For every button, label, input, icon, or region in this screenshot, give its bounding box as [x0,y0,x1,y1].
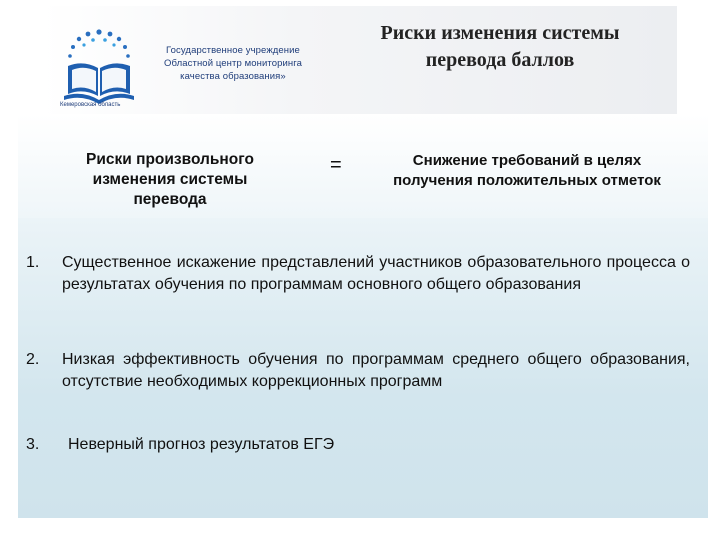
consequence-heading-line: получения положительных отметок [393,172,661,189]
consequence-heading-line: Снижение требований в целях [412,152,642,169]
consequence-heading [354,151,700,191]
org-name-line: Государственное учреждение [166,45,300,56]
risk-heading-line: Риски произвольного [86,151,254,168]
risk-heading-line: перевода [133,191,207,208]
book-logo-icon [58,22,140,108]
comparison-row [18,114,708,218]
list-item-text: Низкая эффективность обучения по программам среднего общего образования, отсутствие необходимых коррекционных программ [62,351,690,390]
region-label: Кемеровская область [60,102,121,108]
equals-sign: = [330,154,342,176]
organization-name [148,44,318,83]
slide-title-line: перевода баллов [425,49,575,71]
org-name-line: Областной центр мониторинга [164,58,302,69]
risk-heading [66,150,274,210]
risk-heading-line: изменения системы [92,171,248,188]
list-item-number: 3. [26,436,40,453]
list-item-number: 1. [26,254,40,271]
slide-title-line: Риски изменения системы [380,22,620,44]
list-item-number: 2. [26,351,40,368]
list-item-text: Существенное искажение представлений участников образовательного процесса о результатах обучения по программам основного общего образования [62,254,690,293]
list-item-text: Неверный прогноз результатов ЕГЭ [68,436,335,453]
org-name-line: качества образования» [180,71,286,82]
content-panel [18,114,708,518]
slide-title [330,20,670,74]
